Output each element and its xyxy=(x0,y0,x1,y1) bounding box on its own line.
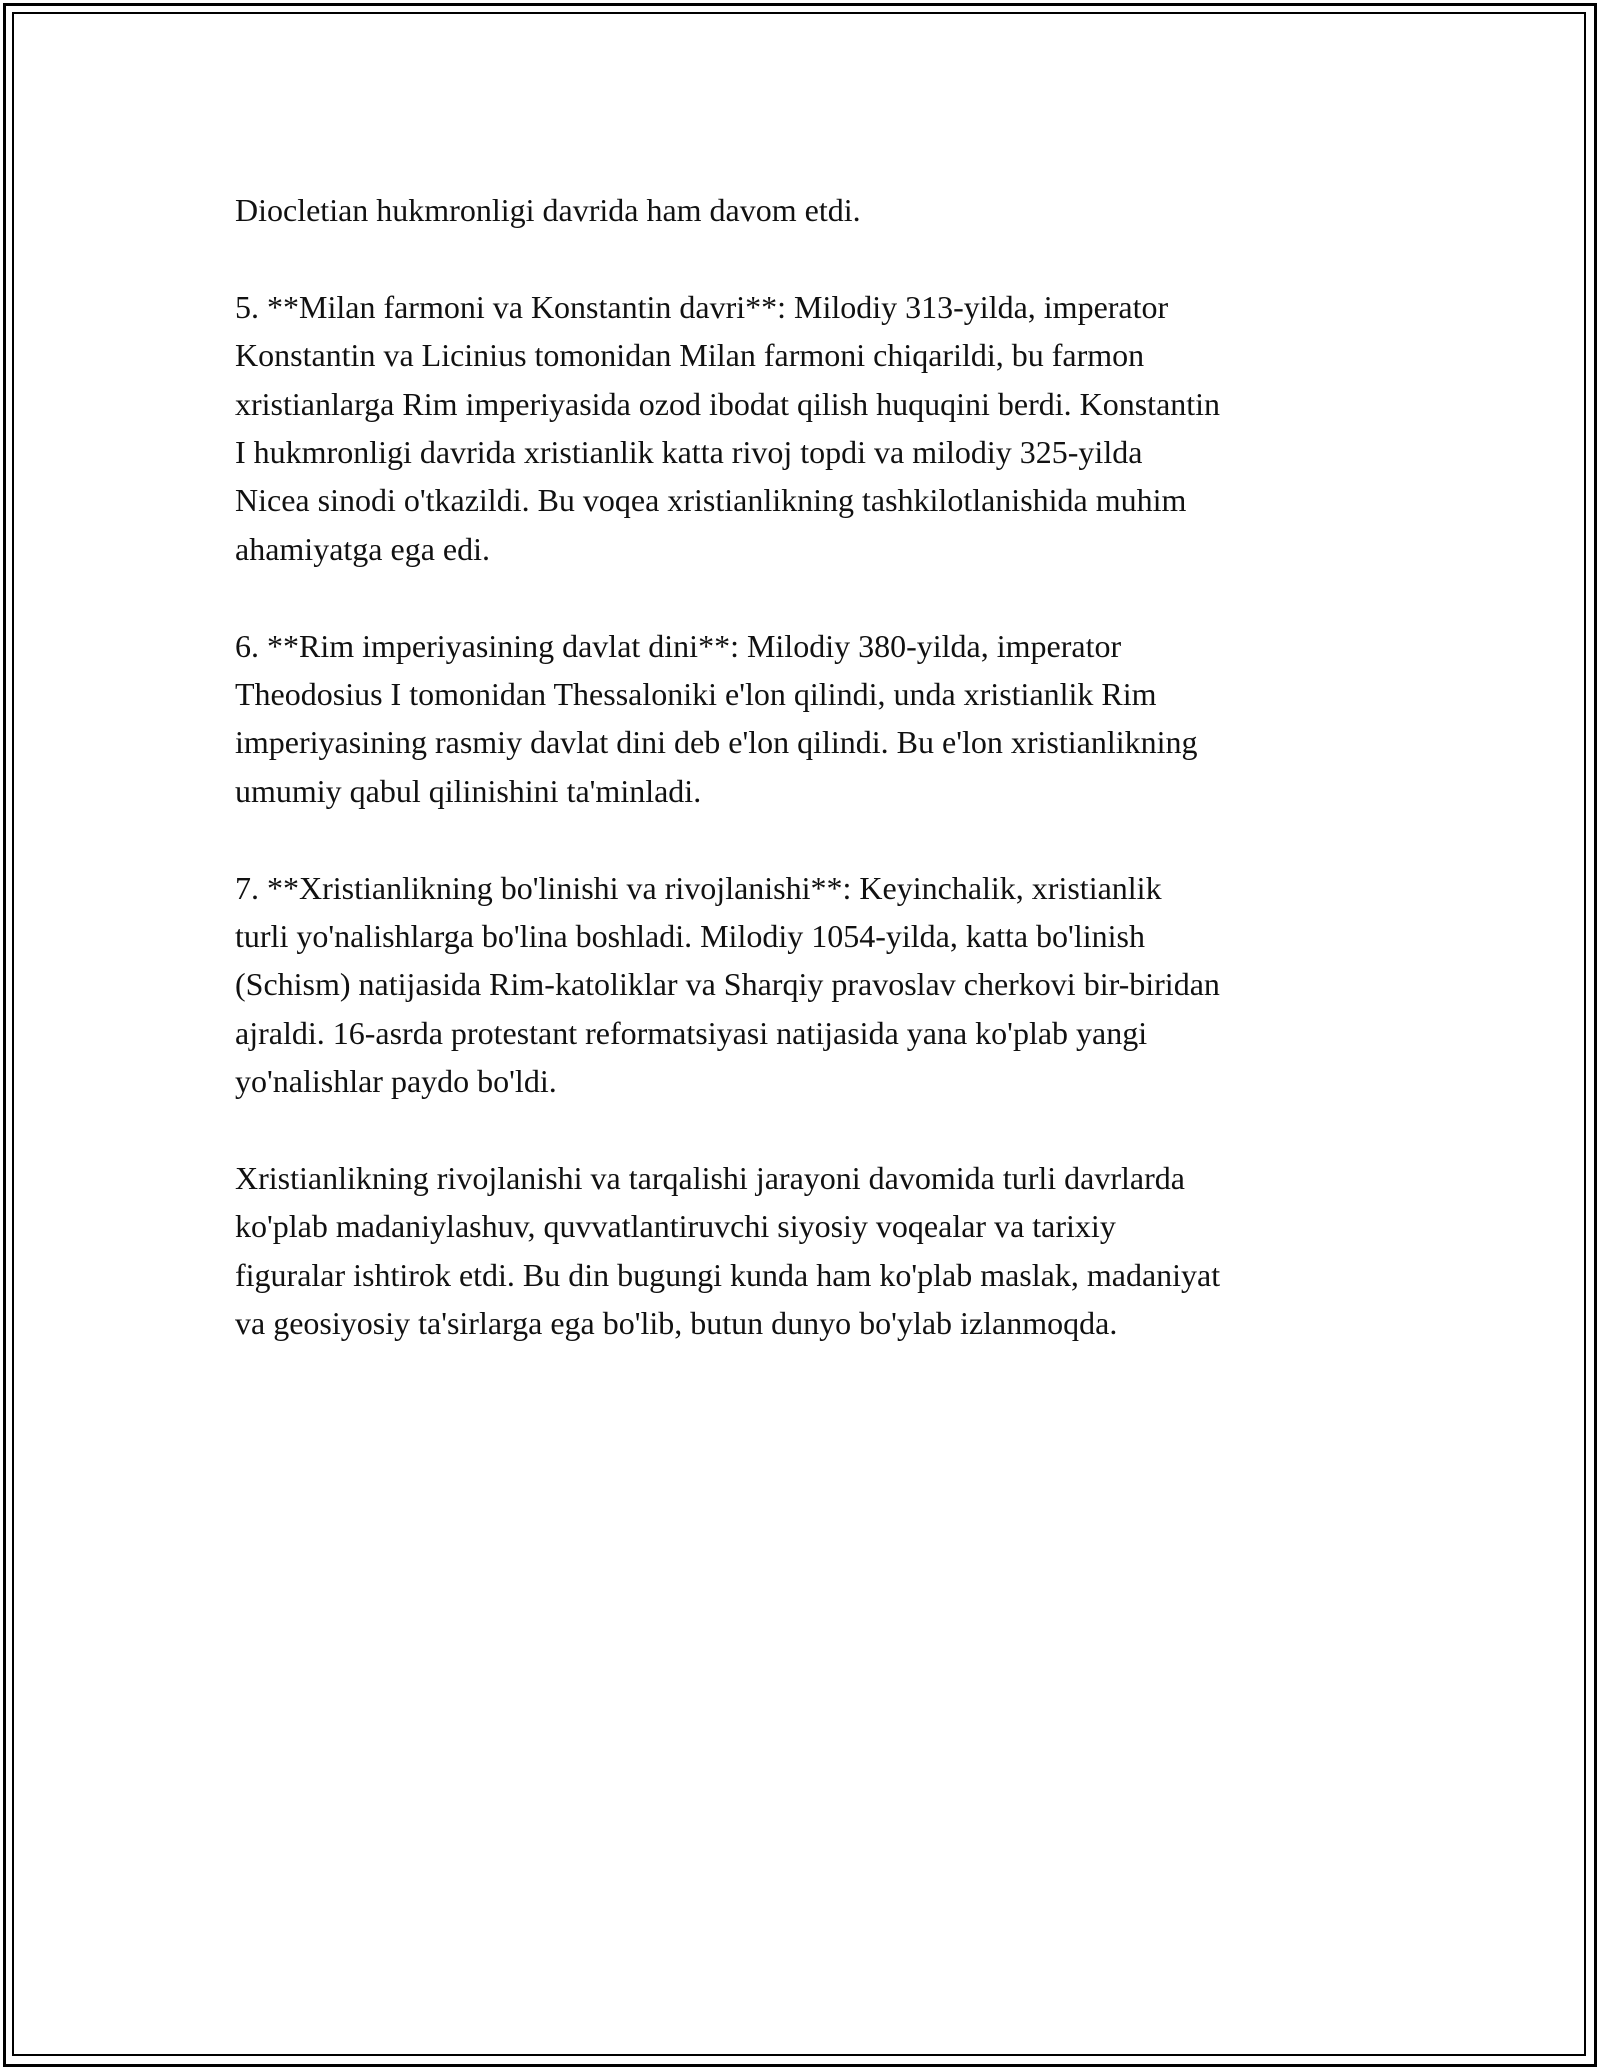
text-line: 7. **Xristianlikning bo'linishi va rivojlanishi**: Keyinchalik, xristianlik xyxy=(235,869,1162,906)
text-line: yo'nalishlar paydo bo'ldi. xyxy=(235,1063,557,1100)
text-line: umumiy qabul qilinishini ta'minladi. xyxy=(235,772,702,809)
text-line: ahamiyatga ega edi. xyxy=(235,530,490,567)
paragraph-schism xyxy=(235,864,1370,1106)
text-line: Nicea sinodi o'tkazildi. Bu voqea xristianlikning tashkilotlanishida muhim xyxy=(235,482,1187,519)
text-line: ko'plab madaniylashuv, quvvatlantiruvchi siyosiy voqealar va tarixiy xyxy=(235,1208,1116,1245)
document-body xyxy=(235,186,1370,1396)
paragraph-conclusion xyxy=(235,1154,1370,1348)
text-line: I hukmronligi davrida xristianlik katta rivoj topdi va milodiy 325-yilda xyxy=(235,434,1143,471)
text-line: (Schism) natijasida Rim-katoliklar va Sharqiy pravoslav cherkovi bir-biridan xyxy=(235,966,1220,1003)
text-line: 6. **Rim imperiyasining davlat dini**: Milodiy 380-yilda, imperator xyxy=(235,627,1122,664)
text-line: Theodosius I tomonidan Thessaloniki e'lon qilindi, unda xristianlik Rim xyxy=(235,676,1157,713)
paragraph-continuation xyxy=(235,186,1370,234)
text-line: ajraldi. 16-asrda protestant reformatsiyasi natijasida yana ko'plab yangi xyxy=(235,1014,1148,1051)
paragraph-milan-edict xyxy=(235,283,1370,573)
text-line: turli yo'nalishlarga bo'lina boshladi. Milodiy 1054-yilda, katta bo'linish xyxy=(235,918,1145,955)
text-line: Konstantin va Licinius tomonidan Milan farmoni chiqarildi, bu farmon xyxy=(235,337,1145,374)
text-line: figuralar ishtirok etdi. Bu din bugungi kunda ham ko'plab maslak, madaniyat xyxy=(235,1256,1221,1293)
text-line: xristianlarga Rim imperiyasida ozod ibodat qilish huquqini berdi. Konstantin xyxy=(235,385,1221,422)
text-line: imperiyasining rasmiy davlat dini deb e'lon qilindi. Bu e'lon xristianlikning xyxy=(235,724,1198,761)
text-line: Xristianlikning rivojlanishi va tarqalishi jarayoni davomida turli davrlarda xyxy=(235,1160,1185,1197)
text-line: va geosiyosiy ta'sirlarga ega bo'lib, butun dunyo bo'ylab izlanmoqda. xyxy=(235,1305,1118,1342)
paragraph-state-religion xyxy=(235,622,1370,816)
text-line: 5. **Milan farmoni va Konstantin davri**: Milodiy 313-yilda, imperator xyxy=(235,288,1169,325)
text-line: Diocletian hukmronligi davrida ham davom etdi. xyxy=(235,192,861,228)
